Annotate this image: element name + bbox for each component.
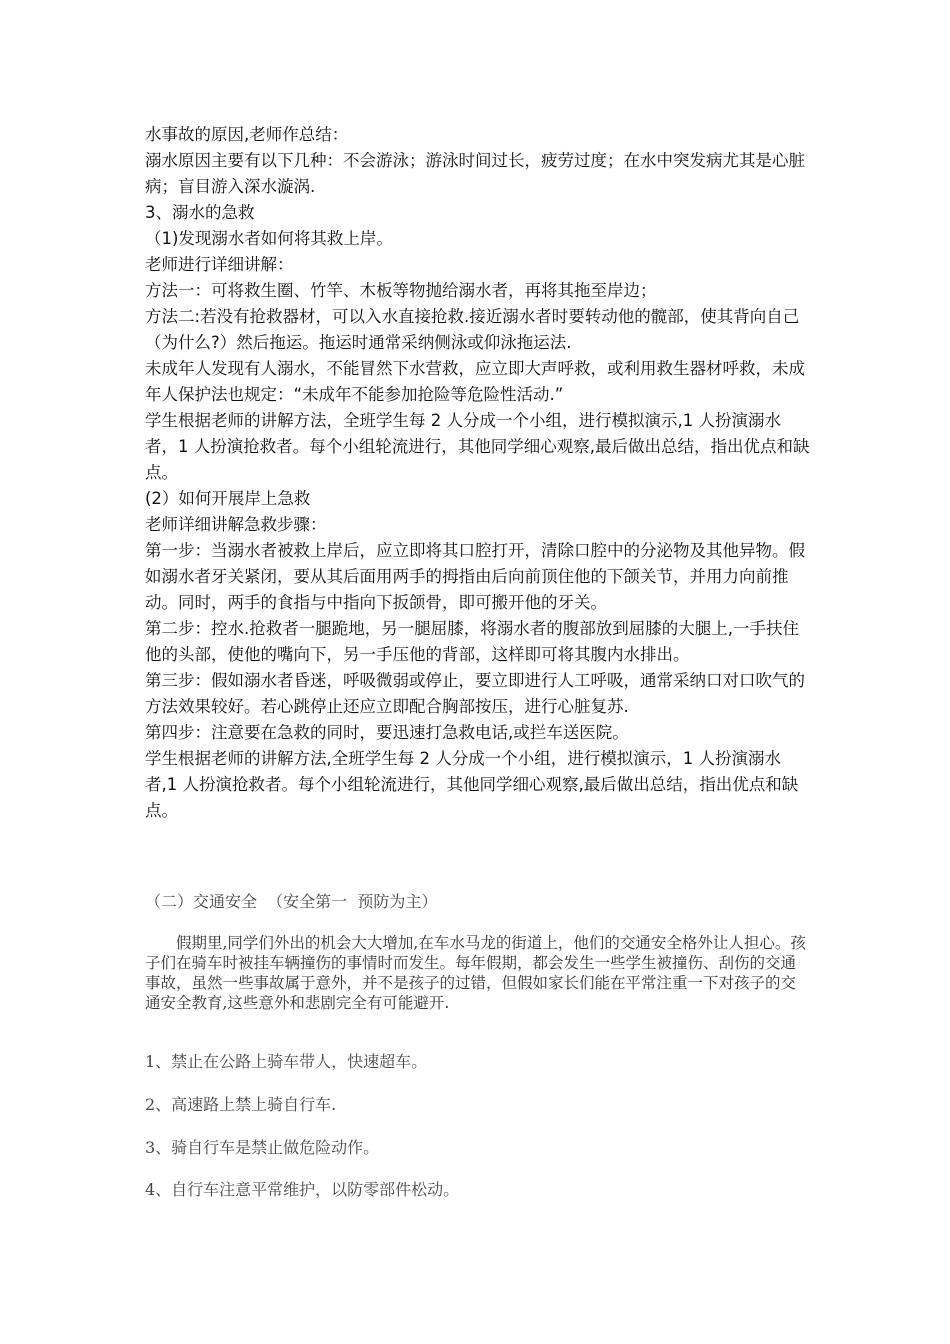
paragraph: 第一步：当溺水者被救上岸后，应立即将其口腔打开，清除口腔中的分泌物及其他异物。假如溺水者牙关紧闭，要从其后面用两手的拇指由后向前顶住他的下颌关节，并用力向前推动。同时，两手的食指与中指向下扳颌骨，即可搬开他的牙关。 bbox=[145, 541, 805, 612]
rule-item: 2、高速路上禁上骑自行车. bbox=[145, 1095, 337, 1114]
paragraph: 老师进行详细讲解： bbox=[145, 255, 294, 274]
traffic-safety-intro: 假期里,同学们外出的机会大大增加,在车水马龙的街道上，他们的交通安全格外让人担心。孩子们在骑车时被挂车辆撞伤的事情时而发生。每年假期，都会发生一些学生被撞伤、刮伤的交通事故，虽然一些事故属于意外，并不是孩子的过错，但假如家长们能在平常注重一下对孩子的交通安全教育,这些意外和悲剧完全有可能避开. bbox=[145, 934, 806, 1012]
section-heading: 3、溺水的急救 bbox=[145, 203, 255, 222]
paragraph: 第四步：注意要在急救的同时，要迅速打急救电话,或拦车送医院。 bbox=[145, 723, 629, 742]
subheading: (2）如何开展岸上急救 bbox=[145, 489, 311, 508]
paragraph: 老师详细讲解急救步骤： bbox=[145, 515, 327, 534]
paragraph: 水事故的原因,老师作总结： bbox=[145, 125, 349, 144]
paragraph: 未成年人发现有人溺水，不能冒然下水营救，应立即大声呼救，或利用救生器材呼救，未成年人保护法也规定：“未成年不能参加抢险等危险性活动.” bbox=[145, 359, 805, 404]
subheading: （1)发现溺水者如何将其救上岸。 bbox=[145, 229, 393, 248]
paragraph: 第三步：假如溺水者昏迷，呼吸微弱或停止，要立即进行人工呼吸，通常采纳口对口吹气的方法效果较好。若心跳停止还应立即配合胸部按压，进行心脏复苏. bbox=[145, 671, 805, 716]
paragraph: 学生根据老师的讲解方法,全班学生每 2 人分成一个小组，进行模拟演示，1 人扮演溺水者,1 人扮演抢救者。每个小组轮流进行，其他同学细心观察,最后做出总结，指出优点和缺点。 bbox=[145, 749, 799, 820]
paragraph: 第二步：控水.抢救者一腿跪地，另一腿屈膝，将溺水者的腹部放到屈膝的大腿上,一手扶住他的头部，使他的嘴向下，另一手压他的背部，这样即可将其腹内水排出。 bbox=[145, 619, 799, 664]
rule-item: 3、骑自行车是禁止做危险动作。 bbox=[145, 1138, 380, 1157]
rule-item: 4、自行车注意平常维护，以防零部件松动。 bbox=[145, 1180, 460, 1199]
paragraph: 溺水原因主要有以下几种：不会游泳；游泳时间过长，疲劳过度；在水中突发病尤其是心脏病；盲目游入深水漩涡. bbox=[145, 151, 805, 196]
drowning-section bbox=[145, 122, 813, 824]
paragraph: 方法二:若没有抢救器材，可以入水直接抢救.接近溺水者时要转动他的髋部，使其背向自己（为什么?）然后拖运。拖运时通常采纳侧泳或仰泳拖运法. bbox=[145, 307, 800, 352]
paragraph: 学生根据老师的讲解方法，全班学生每 2 人分成一个小组，进行模拟演示,1 人扮演溺水者，1 人扮演抢救者。每个小组轮流进行，其他同学细心观察,最后做出总结，指出优点和缺点。 bbox=[145, 411, 810, 482]
traffic-safety-title: （二）交通安全 （安全第一 预防为主） bbox=[145, 892, 438, 911]
rule-item: 1、禁止在公路上骑车带人，快速超车。 bbox=[145, 1052, 428, 1071]
paragraph: 方法一：可将救生圈、竹竿、木板等物抛给溺水者，再将其拖至岸边； bbox=[145, 281, 657, 300]
